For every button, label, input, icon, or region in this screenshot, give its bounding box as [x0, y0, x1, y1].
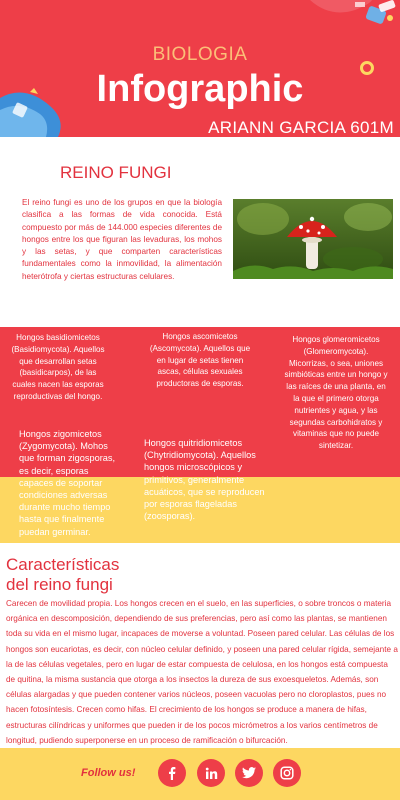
- characteristics-title: Características del reino fungi: [6, 555, 120, 594]
- author-label: ARIANN GARCIA 601M: [208, 118, 394, 137]
- type-ascomicetos: Hongos ascomicetos (Ascomycota). Aquellos que en lugar de setas tienen ascas, células sexuales productoras de esporas.: [149, 332, 251, 389]
- characteristics-paragraph: Carecen de movilidad propia. Los hongos crecen en el suelo, en las superficies, o sobre troncos o materia orgánica en descomposición, dependiendo de sus preferencias, pero así como las plantas, se mantienen toda su vida en el mismo lugar, incapaces de moverse a voluntad. Poseen pared celular. Las células de los hongos son eucariotas, es decir, con núcleo celular definido, y poseen una pared celular rígida, semejante a la de las células vegetales, pero en lugar de estar compuesta de celulosa, en los hongos está compuesta de quitina, la misma sustancia que otorga a los insectos la dureza de sus exoesqueletos. Además, son células alargadas y que pueden contener varios núcleos, poseen vacuolas pero no cloroplastos, pues no hacen fotosíntesis. Crecen como hifas. El crecimiento de los hongos se produce a manera de hifas, estructuras cilíndricas y uniformes que pueden ir de los pocos micrómetros a los varios centímetros de longitud, pudiendo superponerse en un proceso de ramificación o bifurcación.: [6, 599, 398, 745]
- type-basidiomicetos: Hongos basidiomicetos (Basidiomycota). Aquellos que desarrollan setas (basidicarpos), de las cuales nacen las esporas reproductivas del hongo.: [11, 333, 105, 401]
- facebook-icon[interactable]: [158, 759, 186, 787]
- type-quitridiomicetos: Hongos quitridiomicetos (Chytridiomycota). Aquellos hongos microscópicos y primitivos, generalmente acuáticos, que se reproducen por esporas flageladas (zoosporas).: [144, 438, 265, 522]
- page-title: Infographic: [96, 68, 304, 110]
- section-title: REINO FUNGI: [60, 163, 172, 182]
- linkedin-icon[interactable]: [197, 759, 225, 787]
- follow-us-label: Follow us!: [81, 767, 136, 779]
- subject-label: BIOLOGIA: [152, 44, 248, 65]
- header-banner: [0, 0, 400, 137]
- twitter-icon[interactable]: [235, 759, 263, 787]
- instagram-icon[interactable]: [273, 759, 301, 787]
- footer: [0, 748, 400, 800]
- top-right-decoration: [300, 0, 400, 40]
- intro-paragraph: El reino fungi es uno de los grupos en que la biología clasifica a las formas de vida conocida. Está compuesto por más de 144.000 especies diferentes de hongos entre los que figuran las levaduras, los mohos y las setas, y que comparten características fundamentales como la inmovilidad, la alimentación heterótrofa y ciertas estructuras celulares.: [22, 198, 222, 281]
- type-glomeromicetos: Hongos glomeromicetos (Glomeromycota). Micorrizas, o sea, uniones simbióticas entre un hongo y las raíces de una planta, en la que el primero otorga nutrientes y agua, y las segundas carbohidratos y vitaminas que no puede sintetizar.: [284, 335, 388, 451]
- type-zigomicetos: Hongos zigomicetos (Zygomycota). Mohos que forman zigosporas, es decir, esporas capaces de soportar condiciones adversas durante mucho tiempo hasta que finalmente puedan germinar.: [19, 429, 116, 537]
- mushroom-photo: [233, 199, 393, 279]
